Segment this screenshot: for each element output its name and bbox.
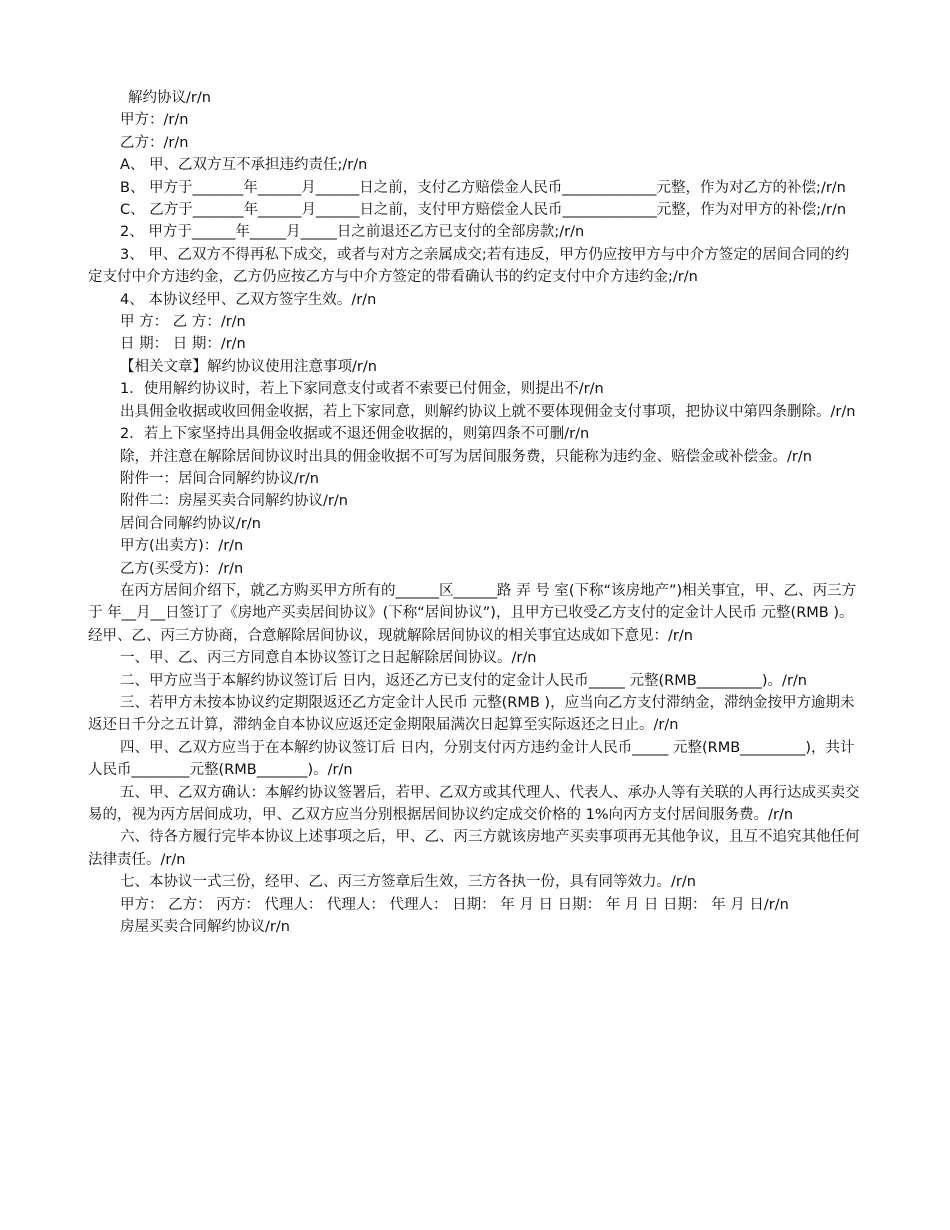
- subtitle-sale-termination: 房屋买卖合同解约协议/r/n: [120, 919, 290, 936]
- party-b-buyer: 乙方(买受方)：/r/n: [120, 560, 244, 577]
- party-a-line: 甲方：/r/n: [120, 112, 189, 129]
- subtitle-brokerage-termination: 居间合同解约协议/r/n: [120, 515, 261, 532]
- doc-title: 解约协议/r/n: [128, 90, 211, 106]
- article-7: 七、本协议一式三份，经甲、乙、丙三方签章后生效，三方各执一份，具有同等效力。/r/n: [120, 874, 696, 891]
- attachment-1: 附件一：居间合同解约协议/r/n: [120, 470, 319, 487]
- attachment-2: 附件二：房屋买卖合同解约协议/r/n: [120, 493, 348, 510]
- note-2-cont: 除，并注意在解除居间协议时出具的佣金收据不可写为居间服务费，只能称为违约金、赔偿金或补偿金。/r/n: [120, 448, 812, 465]
- clause-b: B、 甲方于_______年______月______日之前，支付乙方赔偿金人民币_____________元整，作为对乙方的补偿;/r/n: [120, 179, 846, 196]
- article-2: 二、甲方应当于本解约协议签订后 日内，返还乙方已支付的定金计人民币_____ 元整(RMB_________)。/r/n: [120, 672, 807, 689]
- related-article-heading: 【相关文章】解约协议使用注意事项/r/n: [120, 358, 377, 375]
- clause-4: 4、 本协议经甲、乙双方签字生效。/r/n: [120, 291, 377, 308]
- article-5: 五、甲、乙双方确认：本解约协议签署后，若甲、乙双方或其代理人、代表人、承办人等有关联的人再行达成买卖交易的，视为丙方居间成功，甲、乙双方应当分别根据居间协议约定成交价格的 1%向丙方支付居间服务费。/r/n: [88, 784, 860, 823]
- article-1: 一、甲、乙、丙三方同意自本协议签订之日起解除居间协议。/r/n: [120, 650, 537, 667]
- article-4: 四、甲、乙双方应当于在本解约协议签订后 日内，分别支付丙方违约金计人民币_____ 元整(RMB_________)，共计人民币________元整(RMB_______)。/r/n: [88, 739, 855, 779]
- clause-c: C、 乙方于_______年______月______日之前，支付甲方赔偿金人民币_____________元整，作为对甲方的补偿;/r/n: [120, 202, 847, 219]
- party-b-line: 乙方：/r/n: [120, 134, 189, 151]
- article-3: 三、若甲方未按本协议约定期限返还乙方定金计人民币 元整(RMB )，应当向乙方支付滞纳金，滞纳金按甲方逾期未返还日千分之五计算，滞纳金自本协议应返还定金期限届满次日起算至实际返还之日止。/r/n: [88, 694, 855, 734]
- article-6: 六、待各方履行完毕本协议上述事项之后，甲、乙、丙三方就该房地产买卖事项再无其他争议，且互不追究其他任何法律责任。/r/n: [88, 829, 860, 868]
- clause-2: 2、 甲方于______年_____月_____日之前退还乙方已支付的全部房款;/r/n: [120, 224, 585, 241]
- signature-block: 甲方： 乙方： 丙方： 代理人： 代理人： 代理人： 日期： 年 月 日 日期： 年 月 日 日期： 年 月 日/r/n: [120, 896, 789, 913]
- signature-line: 甲 方： 乙 方：/r/n: [120, 314, 246, 331]
- preamble: 在丙方居间介绍下，就乙方购买甲方所有的______区______路 弄 号 室(下称“该房地产”)相关事宜，甲、乙、丙三方于 年__月__日签订了《房地产买卖居间协议》(下称“居间协议”)，且甲方已收受乙方支付的定金计人民币 元整(RMB )。经甲、乙、丙三方协商，合意解除居间协议，现就解除居间协议的相关事宜达成如下意见：/r/n: [88, 582, 857, 644]
- note-1: 1．使用解约协议时，若上下家同意支付或者不索要已付佣金，则提出不/r/n: [120, 381, 604, 398]
- note-1-cont: 出具佣金收据或收回佣金收据，若上下家同意，则解约协议上就不要体现佣金支付事项，把协议中第四条删除。/r/n: [120, 403, 856, 420]
- document-body: [88, 87, 862, 938]
- date-line: 日 期： 日 期：/r/n: [120, 336, 246, 353]
- clause-a: A、 甲、乙双方互不承担违约责任;/r/n: [120, 157, 368, 174]
- party-a-seller: 甲方(出卖方)：/r/n: [120, 538, 244, 555]
- note-2: 2．若上下家坚持出具佣金收据或不退还佣金收据的，则第四条不可删/r/n: [120, 426, 590, 443]
- clause-3: 3、 甲、乙双方不得再私下成交，或者与对方之亲属成交;若有违反，甲方仍应按甲方与中介方签定的居间合同的约定支付中介方违约金，乙方仍应按乙方与中介方签定的带看确认书的约定支付中介方违约金;/r/n: [88, 246, 850, 286]
